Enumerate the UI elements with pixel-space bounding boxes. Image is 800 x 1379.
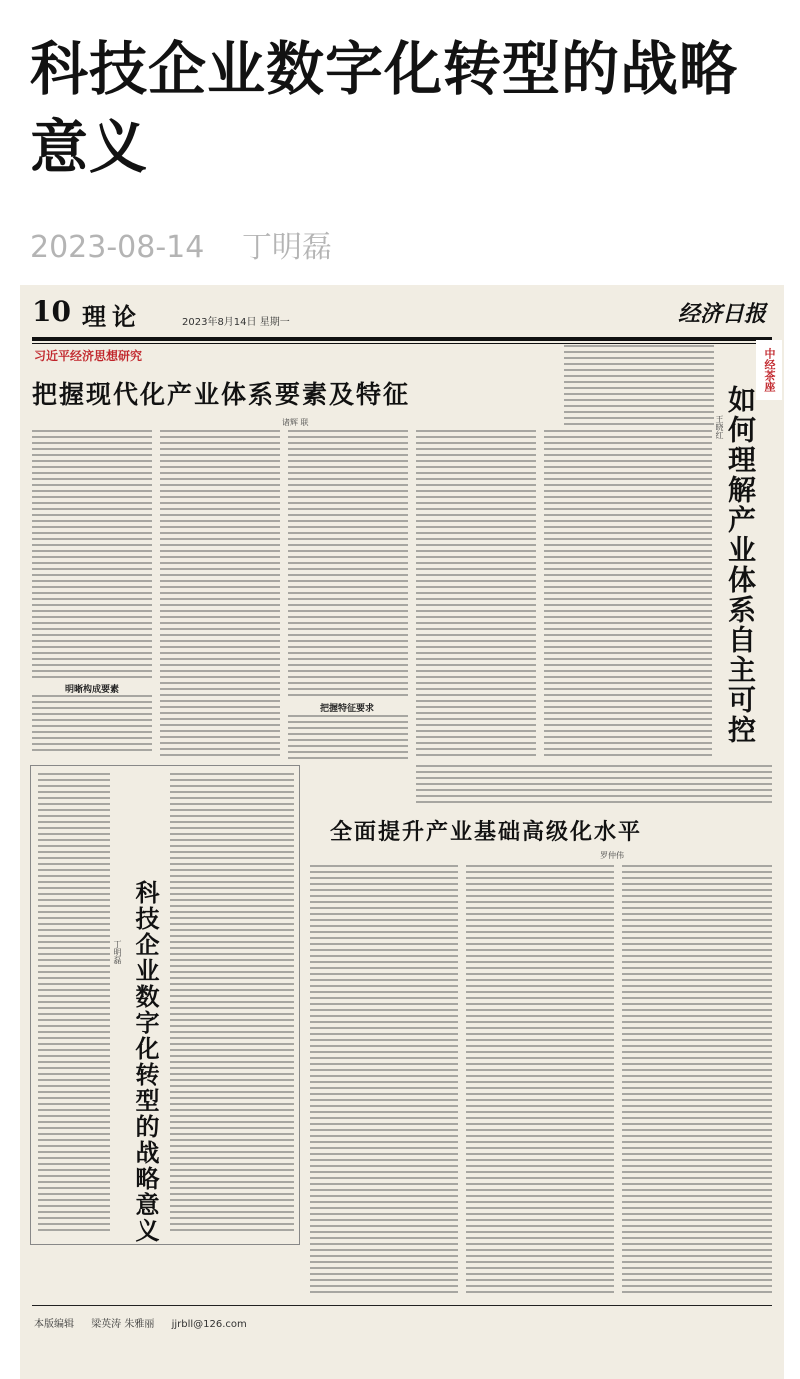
article-d-title: 全面提升产业基础高级化水平: [330, 819, 643, 845]
body-text-column: [288, 430, 408, 700]
body-text-column: [310, 865, 458, 1295]
masthead: [32, 295, 772, 335]
body-text-column: [32, 695, 152, 755]
body-text-column: [416, 430, 536, 760]
body-text-column: [32, 430, 152, 680]
article-c-author: 丁明磊: [113, 940, 122, 964]
footer-editor-label: 本版编辑: [34, 1319, 74, 1330]
newspaper-page-image: [20, 285, 784, 1379]
footer-rule: [32, 1305, 772, 1306]
body-text-column: [544, 430, 712, 760]
article-a-title: 把握现代化产业体系要素及特征: [32, 380, 411, 409]
body-text-column: [466, 865, 614, 1295]
article-d-author: 罗仲伟: [600, 851, 624, 860]
body-text-column: [160, 430, 280, 760]
subhead: 把握特征要求: [320, 704, 375, 714]
publish-date: 2023-08-14: [30, 230, 205, 265]
headline: 科技企业数字化转型的战略意义: [30, 35, 739, 181]
article-b-title: 如何理解产业体系自主可控: [724, 385, 757, 745]
footer-editor-names: 梁英涛 朱雅丽: [91, 1319, 155, 1330]
body-text-column: [38, 773, 110, 1233]
section-name: 理论: [82, 302, 142, 331]
article-b-author: 王晓红: [715, 415, 724, 439]
column-tag: 习近平经济思想研究: [34, 349, 143, 363]
page-footer: [34, 1315, 261, 1330]
masthead-rule: [32, 337, 772, 341]
body-text-column: [622, 865, 772, 1295]
body-text-column: [564, 345, 714, 425]
issue-date: 2023年8月14日 星期一: [182, 317, 290, 328]
column-badge: 中经茶座: [756, 340, 782, 400]
article-c-title: 科技企业数字化转型的战略意义: [131, 880, 160, 1244]
subhead: 明晰构成要素: [65, 685, 120, 695]
masthead-rule-thin: [32, 343, 772, 344]
footer-email: jjrbll@126.com: [171, 1319, 247, 1330]
byline: [30, 222, 360, 266]
page-number: 10: [32, 295, 71, 328]
author-name: 丁明磊: [241, 230, 332, 265]
article-a-author: 诸辉 联: [282, 418, 309, 427]
body-text-column: [416, 765, 772, 805]
newspaper-logo: 经济日报: [677, 301, 766, 327]
body-text-column: [288, 715, 408, 760]
body-text-column: [170, 773, 294, 1233]
